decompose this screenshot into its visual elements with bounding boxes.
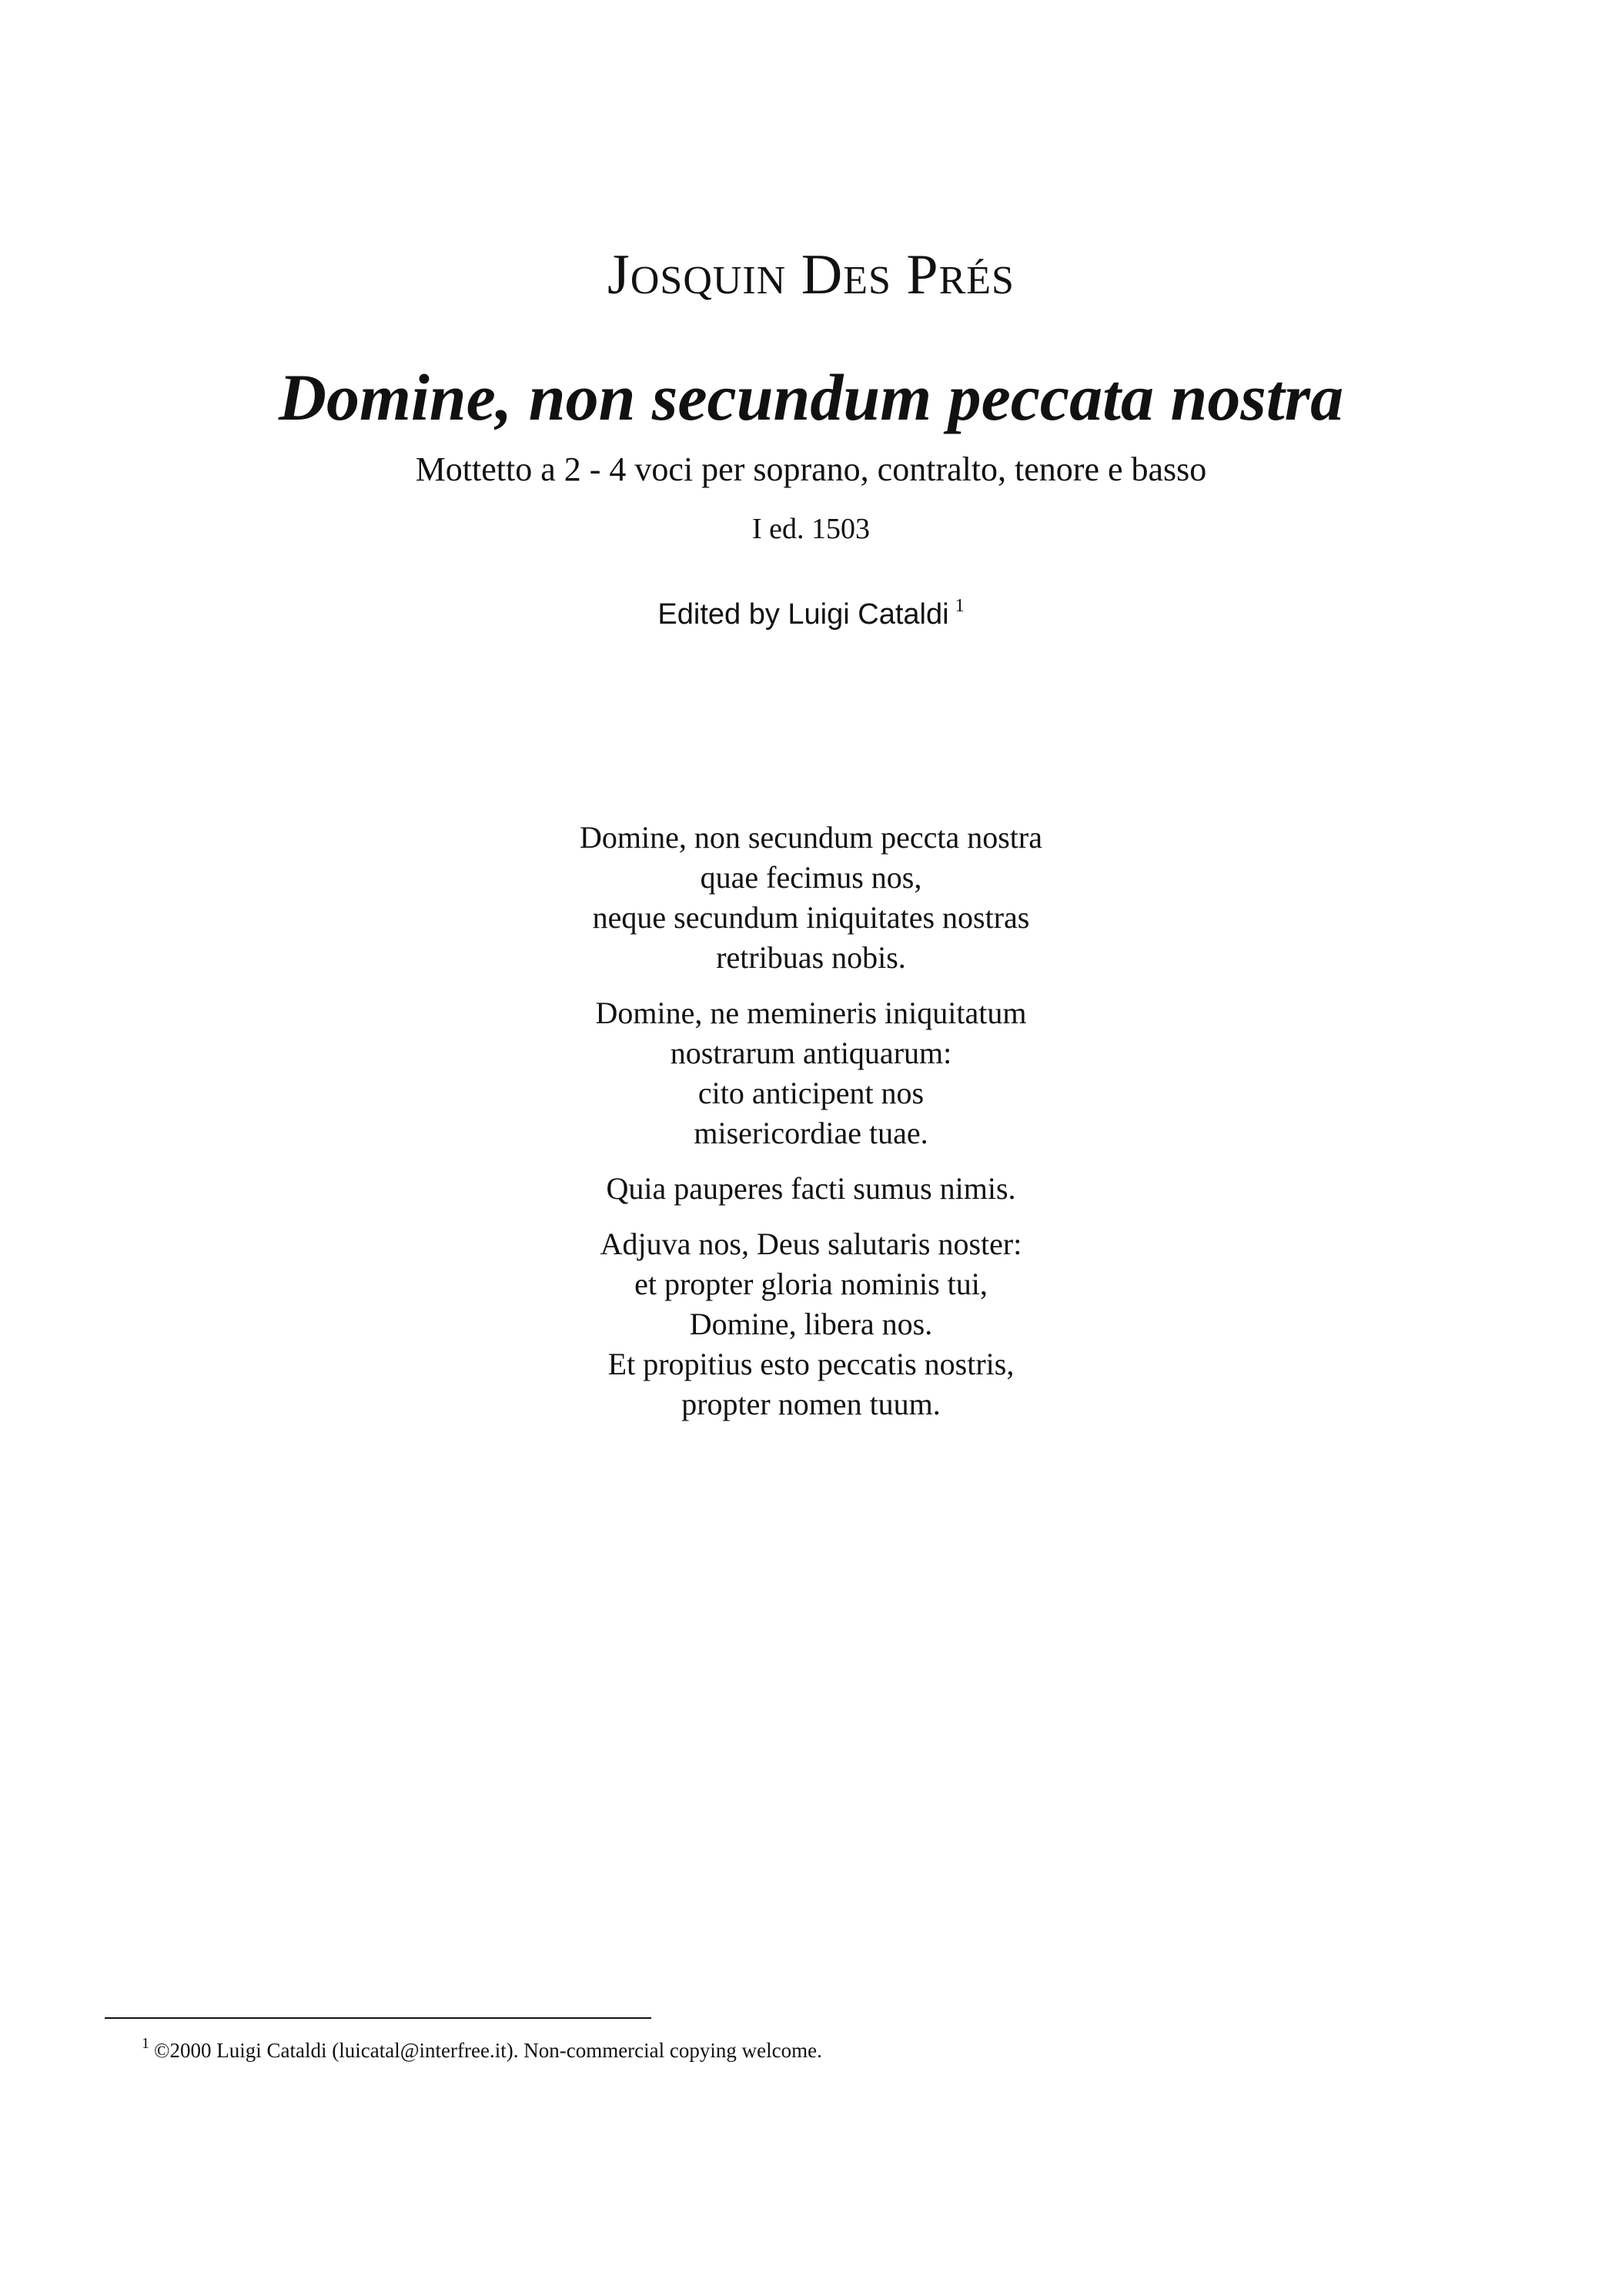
lyrics-line: Domine, ne memineris iniquitatum: [595, 996, 1027, 1030]
lyrics-text: [0, 818, 1622, 1440]
lyrics-line: Domine, libera nos.: [689, 1307, 933, 1341]
footnote-text: ©2000 Luigi Cataldi (luicatal@interfree.it). Non-commercial copying welcome.: [154, 2039, 822, 2062]
composer-name: Josquin Des Prés: [607, 243, 1015, 306]
footnote-mark: 1: [142, 2035, 149, 2052]
footnote-divider: [105, 2017, 651, 2019]
lyrics-stanza-2: [0, 993, 1622, 1153]
lyrics-line: Domine, non secundum peccta nostra: [580, 820, 1042, 855]
editor-credit: [0, 587, 1622, 634]
lyrics-line: neque secundum iniquitates nostras: [592, 900, 1030, 935]
lyrics-stanza-3: [0, 1169, 1622, 1209]
lyrics-line: cito anticipent nos: [697, 1076, 925, 1110]
lyrics-line: Quia pauperes facti sumus nimis.: [606, 1171, 1016, 1206]
lyrics-stanza-4: [0, 1224, 1622, 1424]
editor-footnote-mark: 1: [955, 596, 965, 616]
lyrics-line: Et propitius esto peccatis nostris,: [607, 1347, 1015, 1381]
piece-subtitle: Mottetto a 2 - 4 voci per soprano, contralto, tenore e basso: [415, 450, 1207, 488]
lyrics-stanza-1: [0, 818, 1622, 978]
edition-info: I ed. 1503: [751, 513, 871, 545]
lyrics-line: Adjuva nos, Deus salutaris noster:: [600, 1227, 1022, 1261]
lyrics-line: et propter gloria nominis tui,: [634, 1267, 988, 1301]
lyrics-line: misericordiae tuae.: [694, 1116, 928, 1150]
lyrics-line: propter nomen tuum.: [681, 1387, 941, 1421]
piece-title: Domine, non secundum peccata nostra: [278, 360, 1344, 434]
footnote: [142, 2030, 822, 2064]
editor-name: Edited by Luigi Cataldi: [657, 598, 949, 631]
lyrics-line: quae fecimus nos,: [700, 860, 922, 895]
lyrics-line: nostrarum antiquarum:: [670, 1036, 952, 1070]
lyrics-line: retribuas nobis.: [716, 940, 906, 975]
